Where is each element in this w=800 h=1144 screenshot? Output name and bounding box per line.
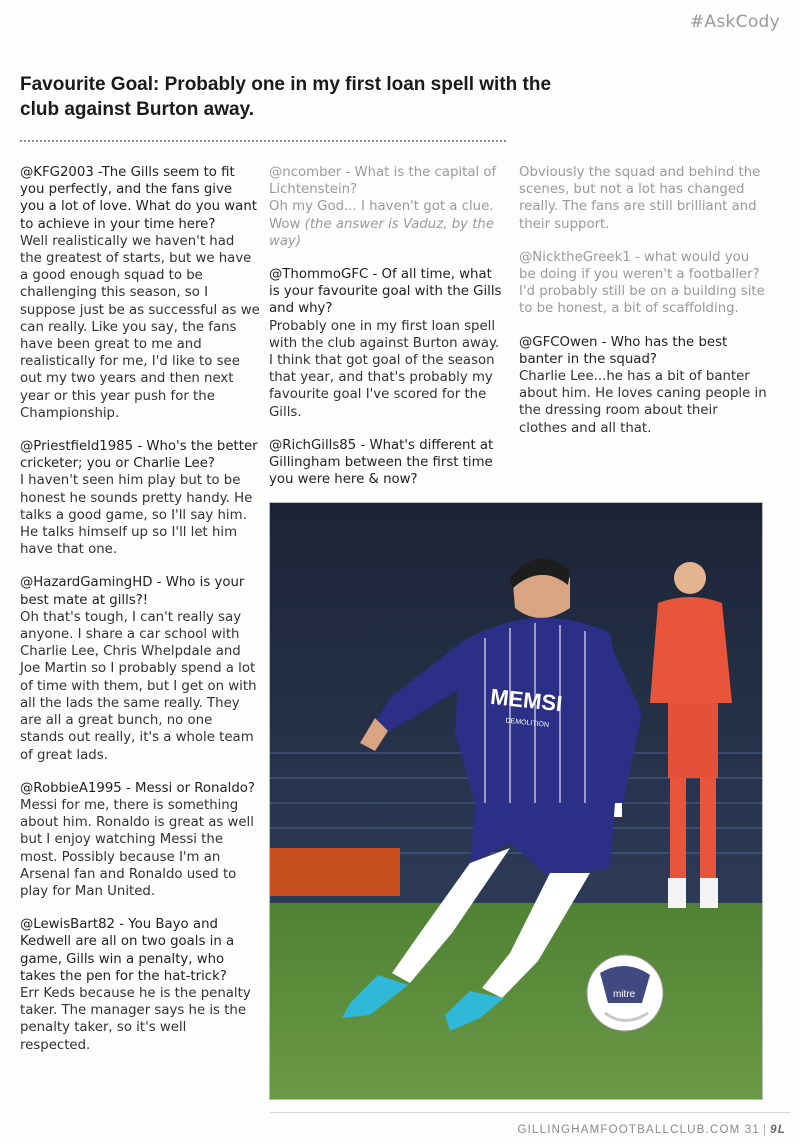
pitch (270, 903, 762, 1099)
question: @ThommoGFC - Of all time, what is your favourite goal with the Gills and why? (269, 267, 502, 317)
football (587, 955, 663, 1031)
qa-block (269, 164, 504, 250)
footer (517, 1124, 786, 1136)
question: @Priestfield1985 - Who's the better cricketer; you or Charlie Lee? (20, 439, 258, 472)
footer-page: 31 (744, 1124, 760, 1136)
footer-rule (270, 1112, 790, 1113)
answer: I haven't seen him play but to be honest he sounds pretty handy. He talks a good game, so I'll say him. He talks himself up so I'll let him have that one. (20, 473, 253, 558)
headline: Favourite Goal: Probably one in my first loan spell with the club against Burton away. (20, 74, 552, 120)
question: @RichGills85 - What's different at Gillingham between the first time you were here & now? (269, 437, 494, 488)
club-logo-icon: 9L (770, 1124, 786, 1136)
question: @HazardGamingHD - Who is your best mate at gills?! (20, 575, 245, 608)
answer (269, 198, 504, 250)
qa-block (20, 164, 260, 422)
column-middle (269, 164, 504, 504)
qa-block (269, 437, 504, 489)
answer-note: (the answer is Vaduz, by the way) (269, 216, 495, 249)
shirt-sponsor: MEMSI (489, 683, 564, 717)
qa-block (519, 164, 769, 233)
qa-block (20, 574, 260, 763)
column-left (20, 164, 260, 1070)
ad-board (270, 848, 400, 896)
qa-block (20, 916, 260, 1054)
hashtag: #AskCody (689, 12, 780, 32)
question: @NicktheGreek1 - what would you be doing if you weren't a footballer? (519, 249, 760, 283)
qa-block (20, 438, 260, 558)
shirt-sponsor-sub: DEMOLITION (505, 717, 550, 729)
question: @ncomber - What is the capital of Lichtenstein? (269, 165, 497, 198)
answer-text: Oh my God... I haven't got a clue. Wow (269, 199, 494, 232)
answer: Messi for me, there is something about him. Ronaldo is great as well but I enjoy watching Messi the most. Possibly because I'm an Arsenal fan and Ronaldo used to play for Man United. (20, 797, 254, 899)
column-right (519, 164, 769, 453)
player-photo (269, 502, 763, 1100)
answer: Well realistically we haven't had the greatest of starts, but we have a good enough squad to be challenging this season, so I suppose just be as successful as we can really. Like you say, the fans have been great to me and realistically for me, I'd like to see out my two years and then next year or this year push for the Championship. (20, 233, 260, 421)
answer: Probably one in my first loan spell with the club against Burton away. I think that got goal of the season that year, and that's probably my favourite goal I've scored for the Gills. (269, 318, 500, 420)
footer-site: GILLINGHAMFOOTBALLCLUB.COM (517, 1124, 741, 1136)
footer-separator: | (762, 1124, 768, 1136)
dotted-divider (20, 140, 506, 142)
answer: Err Keds because he is the penalty taker. The manager says he is the penalty taker, so it's well respected. (20, 985, 251, 1053)
qa-block (269, 266, 504, 421)
question: @RobbieA1995 - Messi or Ronaldo? (20, 780, 255, 796)
qa-block (519, 249, 769, 318)
question: @LewisBart82 - You Bayo and Kedwell are all on two goals in a game, Gills win a penalty, who takes the pen for the hat-trick? (20, 917, 235, 984)
answer: Oh that's tough, I can't really say anyone. I share a car school with Charlie Lee, Chris Whelpdale and Joe Martin so I probably spend a lot of time with them, but I get on with all the lads the same really. They are all a great bunch, no one stands out really, it's a whole team of great lads. (20, 609, 257, 763)
question: @GFCOwen - Who has the best banter in the squad? (519, 334, 728, 367)
question: @KFG2003 -The Gills seem to fit you perfectly, and the fans give you a lot of love. What do you want to achieve in your time here? (20, 165, 257, 232)
answer: I'd probably still be on a building site to be honest, a bit of scaffolding. (519, 284, 765, 317)
answer: Obviously the squad and behind the scenes, but not a lot has changed really. The fans are still brilliant and their support. (519, 165, 761, 232)
ball-brand: mitre (613, 989, 636, 1000)
qa-block (519, 334, 769, 437)
answer: Charlie Lee...he has a bit of banter about him. He loves caning people in the dressing room about their clothes and all that. (519, 369, 767, 436)
qa-block (20, 780, 260, 900)
